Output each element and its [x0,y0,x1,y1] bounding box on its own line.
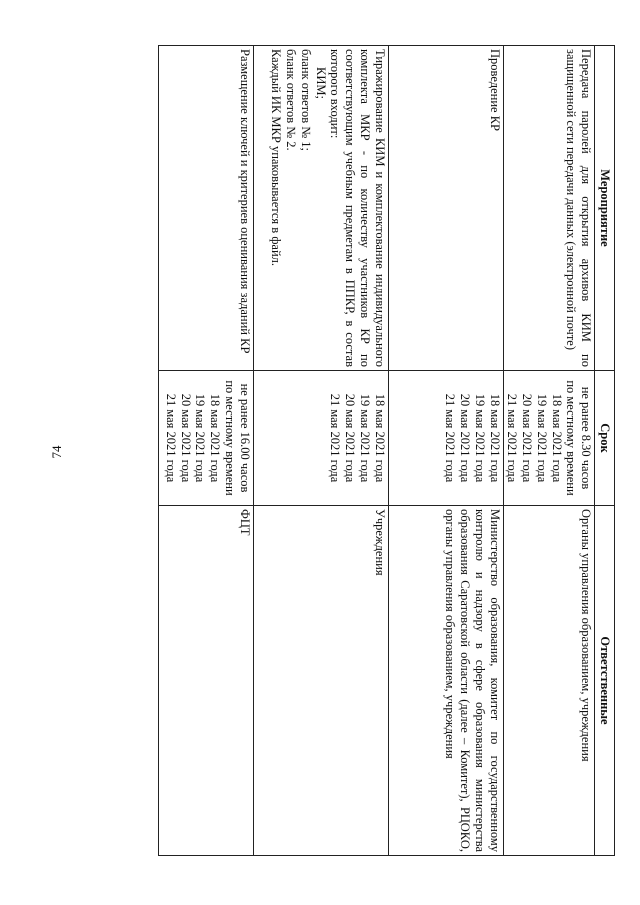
event-cell [253,46,388,371]
deadline-line: 19 мая 2021 года [193,393,208,483]
table-row [503,46,595,856]
deadline-line: 19 мая 2021 года [535,393,549,483]
event-text: Размещение ключей и критериев оценивания заданий КР [237,49,252,354]
responsible-cell: Учреждения [253,506,388,856]
deadline-line: 21 мая 2021 года [328,393,343,483]
header-deadline: Срок [595,371,615,506]
deadline-cell [388,371,503,506]
deadline-line: 20 мая 2021 года [520,393,535,483]
schedule-table [158,45,615,856]
responsible-cell: Министерство образования, комитет по государственному контролю и надзору в сфере образования министерства образования Саратовской области (далее – Комитет), РЦОКО, органы управления образованием, учреждения [388,506,503,856]
responsible-cell: Органы управления образованием, учреждения [503,506,595,856]
deadline-line: 20 мая 2021 года [458,393,473,483]
table-row [158,46,253,856]
deadline-line: 21 мая 2021 года [505,393,520,483]
deadline-cell [253,371,388,506]
deadline-line: 21 мая 2021 года [443,393,458,483]
deadline-line: 18 мая 2021 года [549,393,564,483]
deadline-line: 18 мая 2021 года [487,393,502,483]
event-text: Проведение КР [487,49,502,131]
event-text: Тиражирование КИМ и комплектование индивидуального комплекта МКР - по количеству участников КР по соответствующим учебным предметам в ППКР, в состав которого входит: [328,49,387,367]
deadline-line: 19 мая 2021 года [358,393,372,483]
deadline-line: не ранее 16.00 часов [237,383,252,493]
table-row [253,46,388,856]
header-event: Мероприятие [595,46,615,371]
deadline-cell [503,371,595,506]
deadline-line: по местному времени [223,380,237,496]
deadline-line: 20 мая 2021 года [343,393,358,483]
deadline-line: 18 мая 2021 года [372,393,387,483]
deadline-line: 20 мая 2021 года [178,393,193,483]
event-cell [503,46,595,371]
event-cell [158,46,253,371]
rotated-document [85,45,615,855]
deadline-line: 18 мая 2021 года [208,393,223,483]
table-header-row [595,46,615,856]
event-text: КИМ; [313,67,328,99]
event-cell [388,46,503,371]
event-text: Каждый ИК МКР упаковывается в файл. [269,49,284,267]
deadline-line: 21 мая 2021 года [164,393,178,483]
event-text: Передача паролей для открытия архивов КИМ по защищенной сети передачи данных (электронной почте) [564,49,594,367]
table-row [388,46,503,856]
deadline-line: не ранее 8.30 часов [579,386,594,490]
page-number: 74 [49,445,64,459]
deadline-line: по местному времени [564,380,579,496]
header-responsible: Ответственные [595,506,615,856]
deadline-line: 19 мая 2021 года [473,393,487,483]
event-text: бланк ответов № 2. [284,49,299,151]
event-text: бланк ответов № 1; [299,49,313,151]
responsible-cell: ФЦТ [158,506,253,856]
deadline-cell [158,371,253,506]
